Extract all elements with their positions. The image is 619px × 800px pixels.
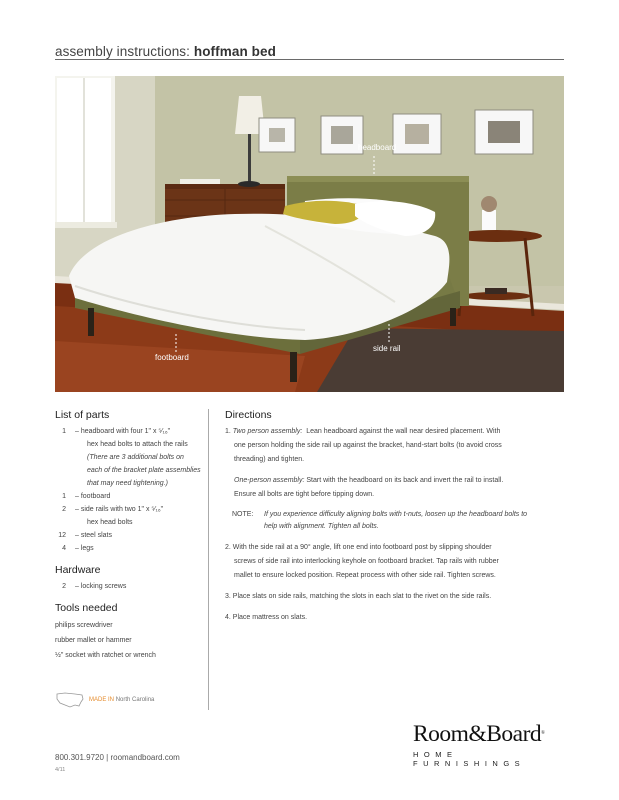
part-item [55, 490, 205, 503]
directions-heading: Directions [225, 409, 272, 421]
part-qty: 1 [62, 493, 66, 500]
part-qty: 1 [62, 428, 66, 435]
footer-contact: 800.301.9720 | roomandboard.com [55, 753, 180, 762]
alignment-note: NOTE: If you experience difficulty aligning bolts with t-nuts, loosen up the headboard bolts to help with alignment. Tighten all bolts. [232, 511, 528, 530]
part-text: – headboard with four 1" x ⁵⁄₁₆" [75, 428, 171, 435]
part-subtext: hex head bolts [87, 519, 133, 526]
part-text: – footboard [75, 493, 111, 500]
part-note-line: that may need tightening.) [87, 480, 168, 487]
made-in-place: North Carolina [115, 697, 155, 703]
room-and-board-logo [413, 722, 573, 768]
logo-brand: Room&Board [413, 721, 542, 747]
bedroom-illustration [55, 76, 564, 392]
parts-column [55, 409, 205, 663]
part-text: – steel slats [75, 532, 112, 539]
hardware-heading: Hardware [55, 564, 101, 576]
part-text: – legs [75, 545, 94, 552]
tool-item: ½" socket with ratchet or wrench [55, 652, 156, 659]
part-item [55, 425, 205, 490]
part-note-line: (There are 3 additional bolts on [87, 454, 184, 461]
parts-heading: List of parts [55, 409, 110, 421]
tools-heading: Tools needed [55, 602, 118, 614]
callout-footboard: footboard [155, 353, 189, 362]
registered-mark: ® [541, 731, 545, 736]
part-qty: 2 [62, 506, 66, 513]
part-item [55, 503, 205, 529]
tool-item: philips screwdriver [55, 622, 113, 629]
direction-step-1: 1. Two person assembly: Lean headboard against the wall near desired placement. With one person holding the side rail up against the bracket, hand-start bolts (to avoid cross threading) and tighten. [225, 428, 502, 463]
direction-step-2: 2. With the side rail at a 90° angle, lift one end into footboard post by slipping shoulder screws of side rail into interlocking keyhole on footboard bracket. Tap rails with rubber mallet to ensure locked position. Repeat process with other side rail. Tighten screws. [225, 544, 499, 579]
hardware-item [55, 580, 205, 593]
logo-subtitle: HOME FURNISHINGS [413, 750, 526, 768]
usa-map-icon [55, 690, 85, 710]
title-rule [55, 59, 564, 60]
part-subtext: hex head bolts to attach the rails [87, 441, 188, 448]
note-label: NOTE: [232, 511, 254, 518]
part-text: – side rails with two 1" x ⁵⁄₁₆" [75, 506, 164, 513]
tool-item: rubber mallet or hammer [55, 637, 132, 644]
product-name: hoffman bed [193, 44, 276, 59]
hardware-text: – locking screws [75, 583, 127, 590]
footer-date: 4/11 [55, 767, 66, 773]
part-qty: 4 [62, 545, 66, 552]
part-item [55, 529, 205, 542]
one-person-label: One-person assembly: [234, 477, 305, 484]
made-in-badge [55, 690, 154, 710]
document-title: assembly instructions: hoffman bed [55, 44, 276, 59]
part-item [55, 542, 205, 555]
one-person-assembly: One-person assembly: Start with the headboard on its back and invert the rail to install. Ensure all bolts are tight before tipping down. [234, 477, 504, 498]
bed-photo [55, 76, 564, 392]
made-in-text [89, 697, 154, 703]
direction-step-3: 3. Place slats on side rails, matching the slots in each slat to the rivet on the side rails. [225, 593, 492, 600]
made-in-prefix: MADE IN [89, 697, 115, 703]
directions-column [225, 409, 565, 632]
column-divider [208, 409, 209, 710]
callout-side-rail: side rail [373, 344, 401, 353]
callout-headboard: headboard [358, 143, 397, 152]
part-note-line: each of the bracket plate assemblies [87, 467, 201, 474]
two-person-label: Two person assembly: [232, 428, 303, 435]
direction-step-4: 4. Place mattress on slats. [225, 614, 308, 621]
hardware-qty: 2 [62, 583, 66, 590]
part-qty: 12 [58, 532, 66, 539]
